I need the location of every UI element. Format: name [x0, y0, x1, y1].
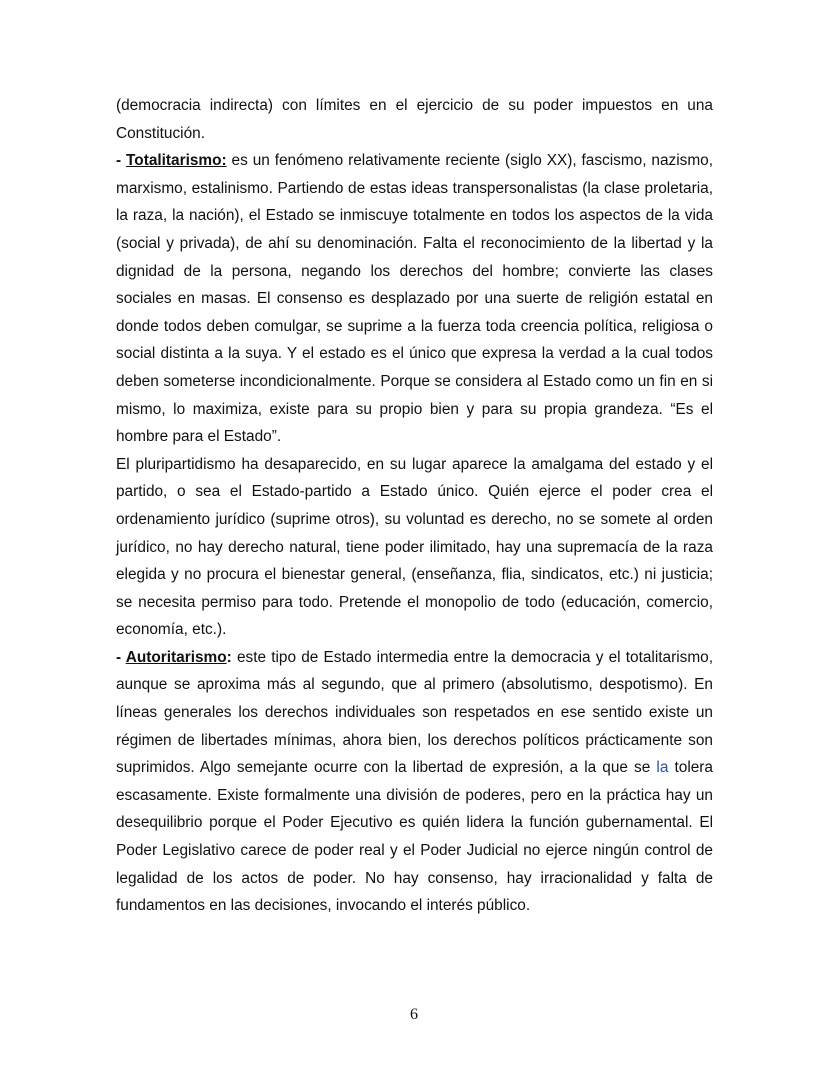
term-name-autoritarismo: Autoritarismo — [125, 648, 227, 666]
document-page — [116, 92, 713, 920]
paragraph-intro: (democracia indirecta) con límites en el ejercicio de su poder impuestos en una Constitución. — [116, 97, 713, 142]
term-autoritarismo — [116, 649, 232, 666]
paragraph-pluripartidismo: El pluripartidismo ha desaparecido, en su lugar aparece la amalgama del estado y el partido, o sea el Estado-partido a Estado único. Quién ejerce el poder crea el ordenamiento jurídico (suprime otros), su voluntad es derecho, no se somete al orden jurídico, no hay derecho natural, tiene poder ilimitado, hay una supremacía de la raza elegida y no procura el bienestar general, (enseñanza, flia, sindicatos, etc.) ni justicia; se necesita permiso para todo. Pretende el monopolio de todo (educación, comercio, economía, etc.). — [116, 455, 713, 639]
highlighted-word-la: la — [656, 759, 669, 777]
paragraph-autoritarismo — [116, 644, 713, 920]
page-number: 6 — [410, 1006, 418, 1023]
paragraph-totalitarismo — [116, 147, 713, 451]
term-prefix: - — [116, 152, 127, 170]
term-totalitarismo — [116, 152, 227, 169]
paragraph-totalitarismo-text: es un fenómeno relativamente reciente (siglo XX), fascismo, nazismo, marxismo, estalinismo. Partiendo de estas ideas transpersonalistas (la clase proletaria, la raza, la nación), el Estado se inmiscuye totalmente en todos los aspectos de la vida (social y privada), de ahí su denominación. Falta el reconocimiento de la libertad y la dignidad de la persona, negando los derechos del hombre; convierte las clases sociales en masas. El consenso es desplazado por una suerte de religión estatal en donde todos deben comulgar, se suprime a la fuerza toda creencia política, religiosa o social distinta a la suya. Y el estado es el único que expresa la verdad a la cual todos deben someterse incondicionalmente. Porque se considera al Estado como un fin en si mismo, lo maximiza, existe para su propio bien y para su propia grandeza. “Es el hombre para el Estado”. — [116, 152, 714, 446]
term-name-totalitarismo: Totalitarismo: — [126, 152, 227, 170]
paragraph-autoritarismo-text-before: este tipo de Estado intermedia entre la democracia y el totalitarismo, aunque se aproxima más al segundo, que al primero (absolutismo, despotismo). En líneas generales los derechos individuales son respetados en ese sentido existe un régimen de libertades mínimas, ahora bien, los derechos políticos prácticamente son suprimidos. Algo semejante ocurre con la libertad de expresión, a la que se — [116, 648, 713, 777]
paragraph-autoritarismo-text-after: tolera escasamente. Existe formalmente una división de poderes, pero en la práctica hay un desequilibrio porque el Poder Ejecutivo es quién lidera la función gubernamental. El Poder Legislativo carece de poder real y el Poder Judicial no ejerce ningún control de legalidad de los actos de poder. No hay consenso, hay irracionalidad y falta de fundamentos en las decisiones, invocando el interés público. — [116, 759, 713, 915]
term-prefix: - — [116, 648, 126, 666]
term-suffix: : — [226, 648, 232, 666]
